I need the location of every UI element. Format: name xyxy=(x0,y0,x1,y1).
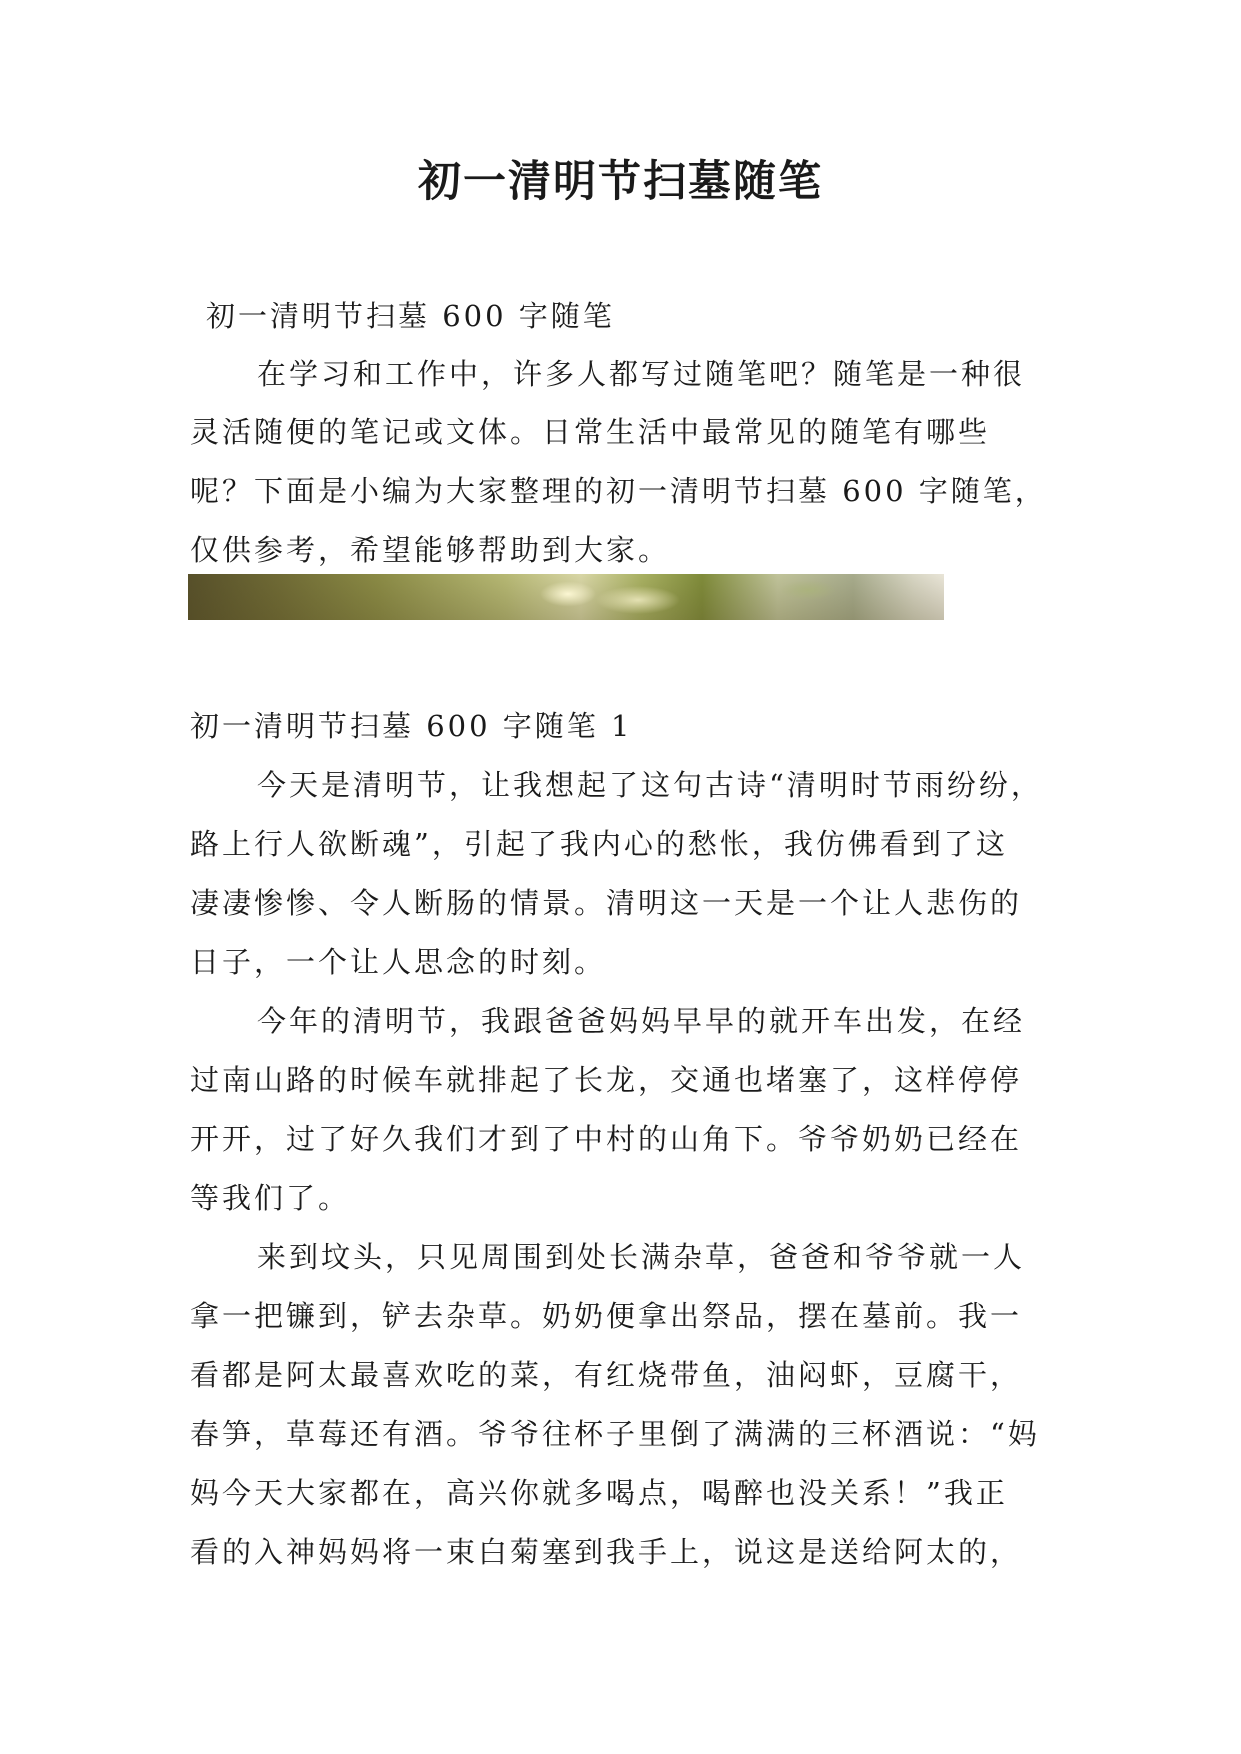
document-subtitle: 初一清明节扫墓 600 字随笔 xyxy=(206,299,615,333)
intro-line: 灵活随便的笔记或文体。日常生活中最常见的随笔有哪些 xyxy=(190,415,991,449)
intro-line: 仅供参考，希望能够帮助到大家。 xyxy=(190,533,671,567)
body-line: 春笋，草莓还有酒。爷爷往杯子里倒了满满的三杯酒说：“妈 xyxy=(190,1417,1040,1451)
intro-line: 在学习和工作中，许多人都写过随笔吧？随笔是一种很 xyxy=(257,357,1026,391)
body-line: 开开，过了好久我们才到了中村的山角下。爷爷奶奶已经在 xyxy=(190,1122,1023,1156)
decorative-photo-strip xyxy=(188,574,944,620)
body-line: 看都是阿太最喜欢吃的菜，有红烧带鱼，油闷虾，豆腐干， xyxy=(190,1358,1023,1392)
section-heading: 初一清明节扫墓 600 字随笔 1 xyxy=(190,709,633,743)
body-line: 拿一把镰到，铲去杂草。奶奶便拿出祭品，摆在墓前。我一 xyxy=(190,1299,1023,1333)
intro-line: 呢？下面是小编为大家整理的初一清明节扫墓 600 字随笔， xyxy=(190,474,1047,508)
body-line: 今天是清明节，让我想起了这句古诗“清明时节雨纷纷， xyxy=(257,768,1043,802)
body-line: 看的入神妈妈将一束白菊塞到我手上，说这是送给阿太的， xyxy=(190,1535,1023,1569)
body-line: 来到坟头，只见周围到处长满杂草，爸爸和爷爷就一人 xyxy=(257,1240,1026,1274)
document-title: 初一清明节扫墓随笔 xyxy=(418,157,823,207)
body-line: 等我们了。 xyxy=(190,1181,351,1215)
body-line: 路上行人欲断魂”，引起了我内心的愁怅，我仿佛看到了这 xyxy=(190,827,1008,861)
body-line: 凄凄惨惨、令人断肠的情景。清明这一天是一个让人悲伤的 xyxy=(190,886,1023,920)
body-line: 日子，一个让人思念的时刻。 xyxy=(190,945,607,979)
body-line: 妈今天大家都在，高兴你就多喝点，喝醉也没关系！”我正 xyxy=(190,1476,1008,1510)
body-line: 今年的清明节，我跟爸爸妈妈早早的就开车出发，在经 xyxy=(257,1004,1026,1038)
body-line: 过南山路的时候车就排起了长龙，交通也堵塞了，这样停停 xyxy=(190,1063,1023,1097)
